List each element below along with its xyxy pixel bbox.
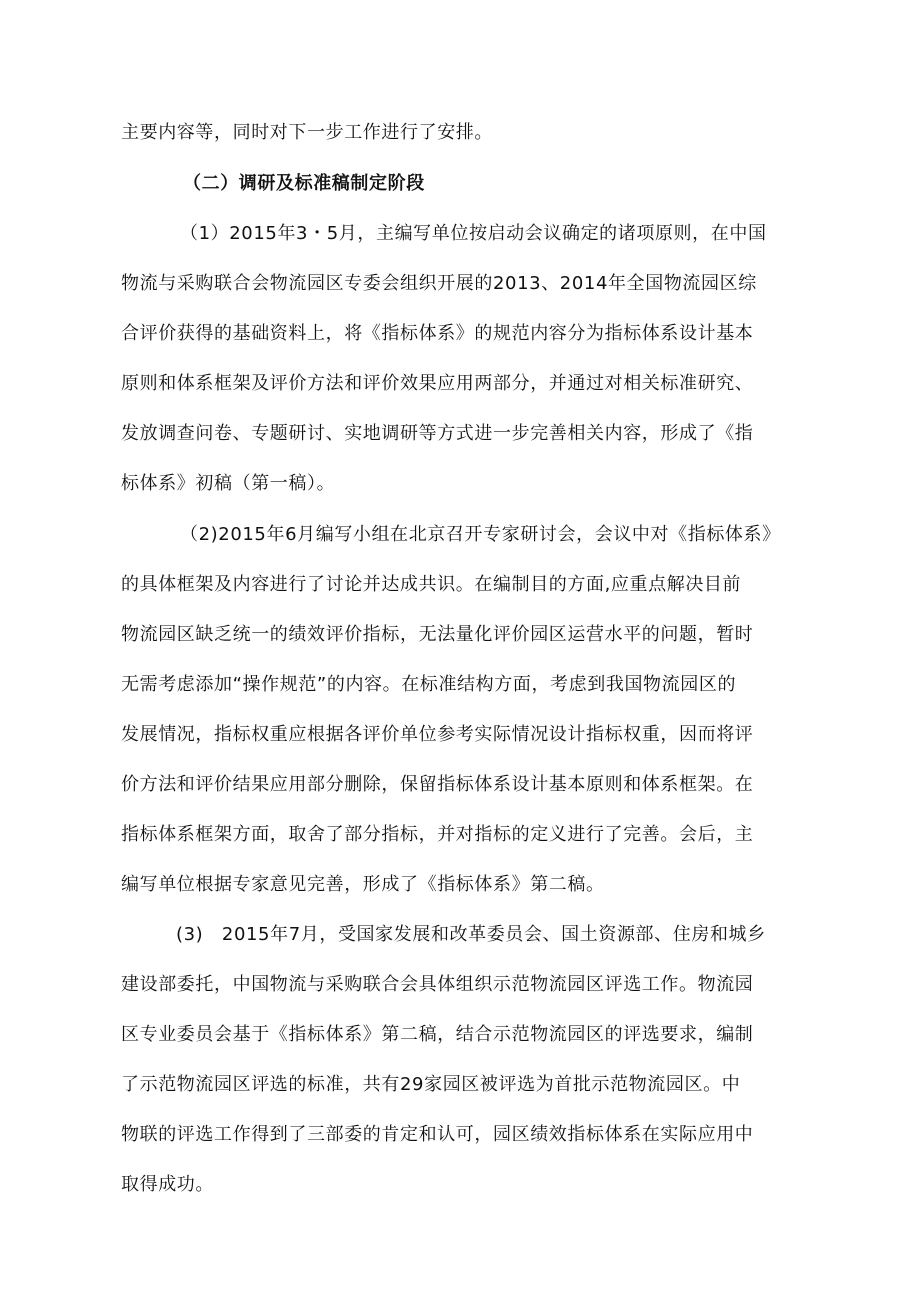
paragraph-1-line: 物流与采购联合会物流园区专委会组织开展的2013、2014年全国物流园区综 [121,273,757,294]
paragraph-2-line: 的具体框架及内容进行了讨论并达成共识。在编制目的方面,应重点解决目前 [121,574,742,595]
paragraph-2-line: 无需考虑添加“操作规范”的内容。在标准结构方面，考虑到我国物流园区的 [121,674,737,695]
paragraph-3-line: 建设部委托，中国物流与采购联合会具体组织示范物流园区评选工作。物流园 [121,974,754,995]
paragraph-2-line: （2)2015年6月编写小组在北京召开专家研讨会，会议中对《指标体系》 [180,524,781,545]
paragraph-1-line: 合评价获得的基础资料上，将《指标体系》的规范内容分为指标体系设计基本 [121,323,754,344]
paragraph-1-line: 标体系》初稿（第一稿）。 [121,473,336,494]
paragraph-1-line: （1）2015年3・5月，主编写单位按启动会议确定的诸项原则，在中国 [180,223,767,244]
paragraph-3-line: 区专业委员会基于《指标体系》第二稿，结合示范物流园区的评选要求，编制 [121,1024,754,1045]
paragraph-1-line: 发放调查问卷、专题研讨、实地调研等方式进一步完善相关内容，形成了《指 [121,423,754,444]
paragraph-3-line: 物联的评选工作得到了三部委的肯定和认可，园区绩效指标体系在实际应用中 [121,1124,754,1145]
paragraph-2-line: 物流园区缺乏统一的绩效评价指标，无法量化评价园区运营水平的问题，暂时 [121,624,754,645]
text-line: 主要内容等，同时对下一步工作进行了安排。 [121,122,493,143]
section-heading: （二）调研及标准稿制定阶段 [183,173,425,194]
paragraph-2-line: 编写单位根据专家意见完善，形成了《指标体系》第二稿。 [121,874,605,895]
paragraph-1-line: 原则和体系框架及评价方法和评价效果应用两部分，并通过对相关标准研究、 [121,373,754,394]
paragraph-3-line: 了示范物流园区评选的标准，共有29家园区被评选为首批示范物流园区。中 [121,1074,741,1095]
paragraph-2-line: 指标体系框架方面，取舍了部分指标，并对指标的定义进行了完善。会后，主 [121,824,754,845]
paragraph-3-line: (3) 2015年7月，受国家发展和改革委员会、国土资源部、住房和城乡 [176,924,766,945]
paragraph-2-line: 发展情况，指标权重应根据各评价单位参考实际情况设计指标权重，因而将评 [121,724,754,745]
paragraph-2-line: 价方法和评价结果应用部分删除，保留指标体系设计基本原则和体系框架。在 [121,774,754,795]
paragraph-3-line: 取得成功。 [121,1174,214,1195]
